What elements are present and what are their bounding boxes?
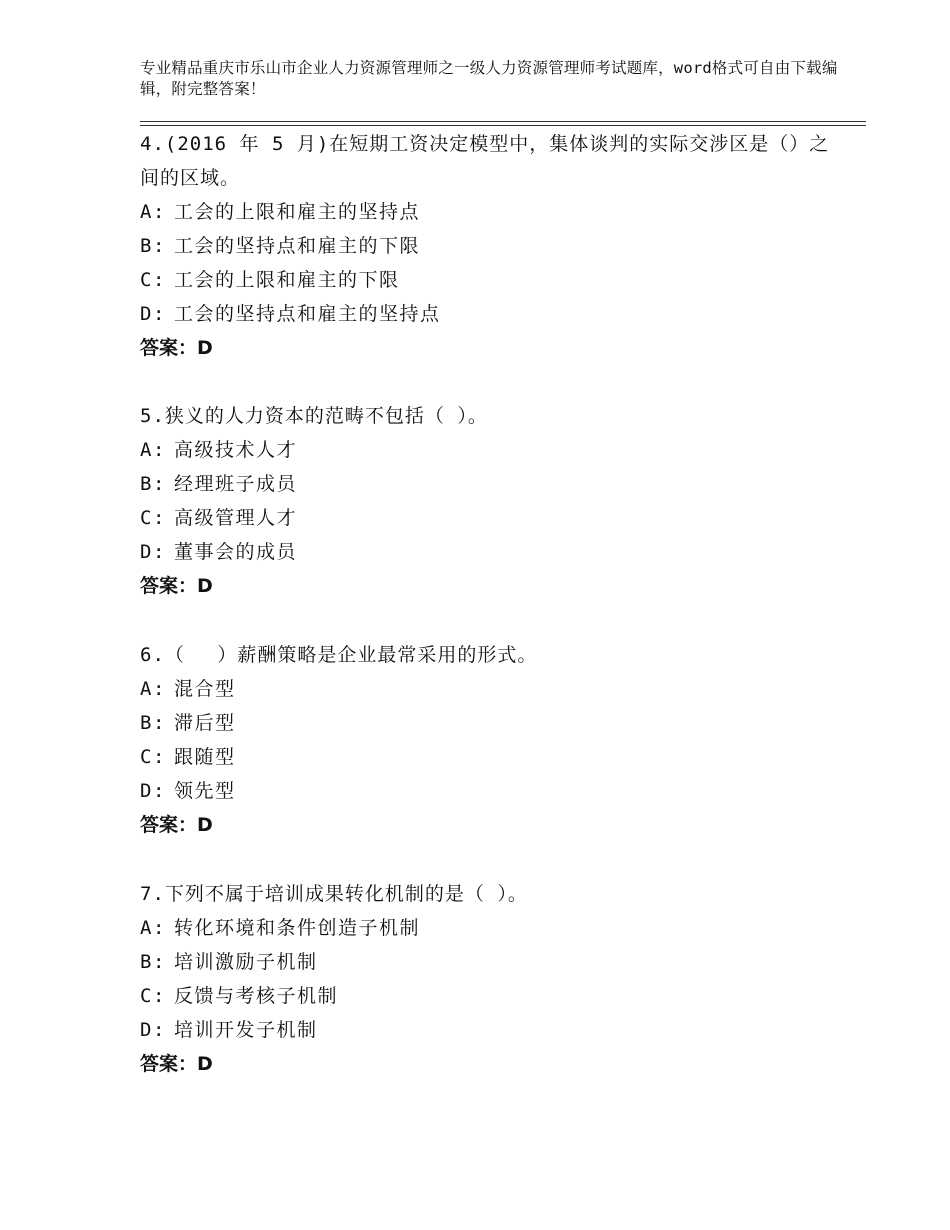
option-d bbox=[140, 1013, 840, 1047]
question-4 bbox=[140, 127, 840, 365]
option-text: 经理班子成员 bbox=[174, 473, 298, 495]
question-5 bbox=[140, 399, 840, 603]
option-b bbox=[140, 945, 840, 979]
question-stem: 7.下列不属于培训成果转化机制的是（ ）。 bbox=[140, 883, 528, 905]
option-letter: A: bbox=[140, 439, 166, 461]
question-7 bbox=[140, 877, 840, 1081]
question-stem: 5.狭义的人力资本的范畴不包括（ ）。 bbox=[140, 405, 488, 427]
option-text: 工会的坚持点和雇主的下限 bbox=[174, 235, 421, 257]
question-stem: 6.（ ）薪酬策略是企业最常采用的形式。 bbox=[140, 644, 538, 666]
option-letter: A: bbox=[140, 678, 166, 700]
option-text: 培训开发子机制 bbox=[174, 1019, 318, 1041]
header-divider-thin bbox=[140, 121, 866, 122]
answer-line: 答案：D bbox=[140, 1053, 213, 1075]
option-a bbox=[140, 433, 840, 467]
option-d bbox=[140, 535, 840, 569]
question-stem: 4.(2016 年 5 月)在短期工资决定模型中，集体谈判的实际交涉区是（）之间的区域。 bbox=[140, 133, 830, 189]
option-letter: C: bbox=[140, 985, 166, 1007]
option-text: 高级管理人才 bbox=[174, 507, 298, 529]
option-c bbox=[140, 740, 840, 774]
option-a bbox=[140, 672, 840, 706]
option-letter: D: bbox=[140, 541, 166, 563]
option-text: 领先型 bbox=[174, 780, 236, 802]
option-letter: C: bbox=[140, 269, 166, 291]
option-letter: B: bbox=[140, 473, 166, 495]
option-text: 跟随型 bbox=[174, 746, 236, 768]
document-header: 专业精品重庆市乐山市企业人力资源管理师之一级人力资源管理师考试题库，word格式可自由下载编辑，附完整答案！ bbox=[140, 59, 838, 98]
option-text: 滞后型 bbox=[174, 712, 236, 734]
option-text: 董事会的成员 bbox=[174, 541, 298, 563]
option-text: 转化环境和条件创造子机制 bbox=[174, 917, 421, 939]
answer-line: 答案：D bbox=[140, 337, 213, 359]
option-text: 工会的上限和雇主的坚持点 bbox=[174, 201, 421, 223]
option-b bbox=[140, 706, 840, 740]
option-letter: A: bbox=[140, 917, 166, 939]
answer-line: 答案：D bbox=[140, 575, 213, 597]
option-d bbox=[140, 297, 840, 331]
question-6 bbox=[140, 638, 840, 842]
option-b bbox=[140, 467, 840, 501]
option-text: 工会的上限和雇主的下限 bbox=[174, 269, 400, 291]
option-a bbox=[140, 195, 840, 229]
option-letter: D: bbox=[140, 780, 166, 802]
option-text: 高级技术人才 bbox=[174, 439, 298, 461]
option-text: 培训激励子机制 bbox=[174, 951, 318, 973]
option-letter: D: bbox=[140, 1019, 166, 1041]
answer-line: 答案：D bbox=[140, 814, 213, 836]
option-a bbox=[140, 911, 840, 945]
option-text: 工会的坚持点和雇主的坚持点 bbox=[174, 303, 441, 325]
header-divider-thick bbox=[140, 125, 866, 126]
option-letter: C: bbox=[140, 746, 166, 768]
option-d bbox=[140, 774, 840, 808]
option-letter: B: bbox=[140, 235, 166, 257]
option-letter: D: bbox=[140, 303, 166, 325]
option-c bbox=[140, 263, 840, 297]
option-c bbox=[140, 979, 840, 1013]
option-text: 反馈与考核子机制 bbox=[174, 985, 339, 1007]
option-letter: A: bbox=[140, 201, 166, 223]
option-text: 混合型 bbox=[174, 678, 236, 700]
option-letter: B: bbox=[140, 712, 166, 734]
option-c bbox=[140, 501, 840, 535]
option-b bbox=[140, 229, 840, 263]
option-letter: B: bbox=[140, 951, 166, 973]
option-letter: C: bbox=[140, 507, 166, 529]
